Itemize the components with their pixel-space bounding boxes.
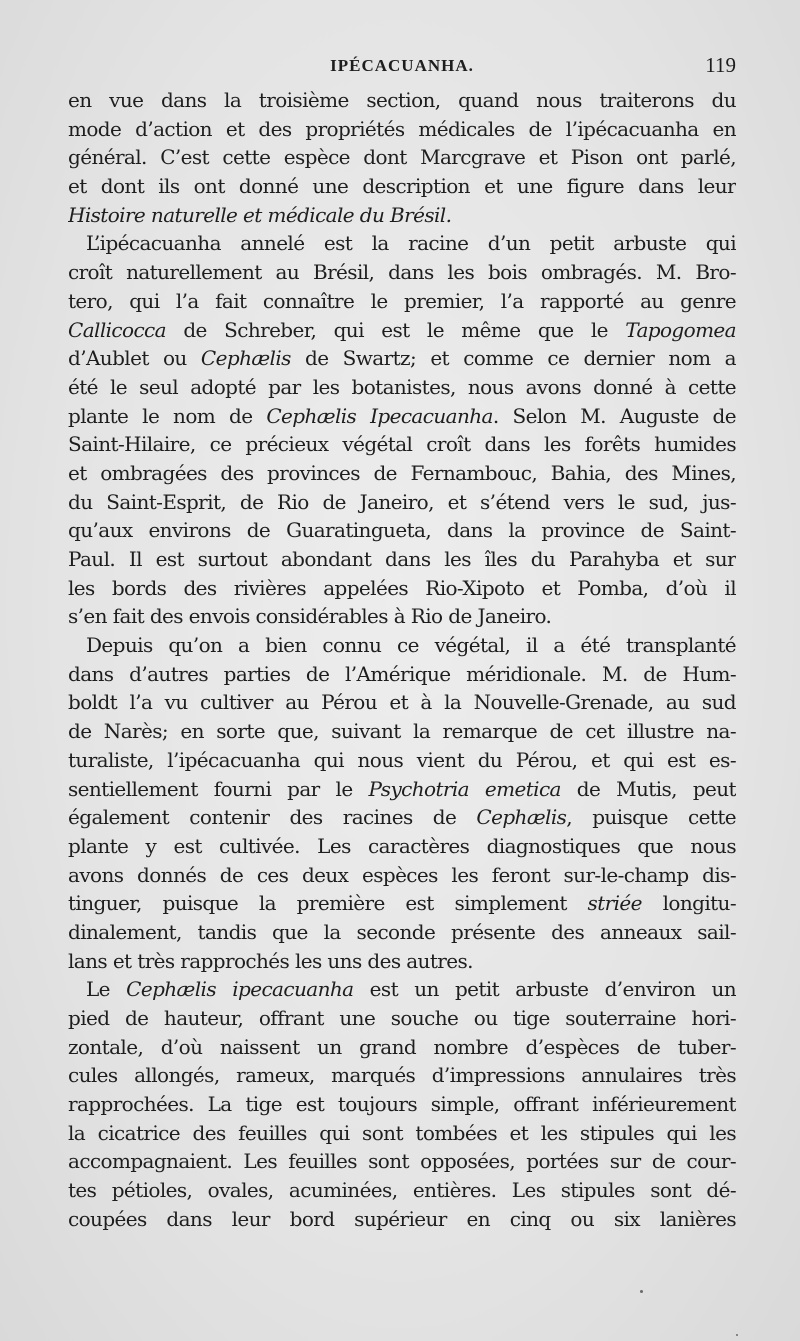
- text-line: dans d’autres parties de l’Amérique méridionale. M. de Hum-: [68, 661, 736, 686]
- italic-term: Psychotria emetica: [368, 776, 561, 801]
- text-line: pied de hauteur, offrant une souche ou tige souterraine hori-: [68, 1006, 736, 1030]
- italic-term: striée: [587, 891, 642, 916]
- text-line: turaliste, l’ipécacuanha qui nous vient du Pérou, et qui est es-: [68, 747, 736, 772]
- italic-term: Cephælis Ipecacuanha: [266, 403, 493, 428]
- text-line: général. C’est cette espèce dont Marcgrave et Pison ont parlé,: [68, 145, 736, 170]
- text-line: dinalement, tandis que la seconde présente des anneaux sail-: [68, 919, 736, 944]
- text-line: s’en fait des envois considérables à Rio de Janeiro.: [68, 604, 552, 629]
- text-line: Callicocca de Schreber, qui est le même que le Tapogomea: [68, 317, 736, 342]
- paper-speck: [736, 1334, 738, 1336]
- text-line: croît naturellement au Brésil, dans les bois ombragés. M. Bro-: [68, 260, 736, 285]
- text-line: tero, qui l’a fait connaître le premier, l’a rapporté au genre: [68, 288, 736, 313]
- text-line: été le seul adopté par les botanistes, nous avons donné à cette: [68, 374, 736, 399]
- text-line: coupées dans leur bord supérieur en cinq ou six lanières: [68, 1206, 736, 1231]
- text-line: cules allongés, rameux, marqués d’impressions annulaires très: [68, 1063, 736, 1088]
- text-line: avons donnés de ces deux espèces les feront sur-le-champ dis-: [68, 862, 736, 887]
- text-line-italic-title: Histoire naturelle et médicale du Brésil.: [68, 202, 452, 227]
- text-line: également contenir des racines de Cephælis, puisque cette: [68, 805, 736, 830]
- paper-speck: [640, 1290, 643, 1293]
- text-line: sentiellement fourni par le Psychotria emetica de Mutis, peut: [68, 776, 736, 801]
- text-line: Paul. Il est surtout abondant dans les îles du Parahyba et sur: [68, 547, 736, 571]
- text-line: Saint-Hilaire, ce précieux végétal croît dans les forêts humides: [68, 432, 736, 457]
- text-line: mode d’action et des propriétés médicales de l’ipécacuanha en: [68, 116, 736, 141]
- text-line: en vue dans la troisième section, quand nous traiterons du: [68, 88, 736, 112]
- page-number: 119: [705, 53, 736, 77]
- paragraph-start-line: L’ipécacuanha annelé est la racine d’un petit arbuste qui: [86, 231, 736, 256]
- text-line: boldt l’a vu cultiver au Pérou et à la Nouvelle-Grenade, au sud: [68, 690, 736, 715]
- running-head-title: IPÉCACUANHA.: [330, 56, 474, 75]
- text-line: plante y est cultivée. Les caractères diagnostiques que nous: [68, 833, 736, 858]
- text-line: la cicatrice des feuilles qui sont tombées et les stipules qui les: [68, 1120, 736, 1145]
- italic-term: Callicocca: [68, 317, 166, 342]
- body-text: [68, 86, 736, 1234]
- running-head: [68, 53, 736, 82]
- text-line: rapprochées. La tige est toujours simple, offrant inférieurement: [68, 1092, 736, 1117]
- text-line: et dont ils ont donné une description et une figure dans leur: [68, 174, 736, 199]
- paragraph-start-line: Le Cephælis ipecacuanha est un petit arbuste d’environ un: [86, 977, 736, 1002]
- text-line: et ombragées des provinces de Fernambouc, Bahia, des Mines,: [68, 460, 736, 485]
- italic-term: Cephælis: [200, 346, 291, 371]
- text-line: plante le nom de Cephælis Ipecacuanha. Selon M. Auguste de: [68, 403, 736, 428]
- text-line: zontale, d’où naissent un grand nombre d’espèces de tuber-: [68, 1034, 736, 1059]
- text-line: de Narès; en sorte que, suivant la remarque de cet illustre na-: [68, 719, 736, 744]
- italic-term: Cephælis ipecacuanha: [126, 977, 354, 1002]
- text-line: du Saint-Esprit, de Rio de Janeiro, et s’étend vers le sud, jus-: [68, 489, 736, 514]
- text-line: les bords des rivières appelées Rio-Xipoto et Pomba, d’où il: [68, 575, 736, 600]
- text-line: accompagnaient. Les feuilles sont opposées, portées sur de cour-: [68, 1149, 736, 1174]
- italic-term: Tapogomea: [625, 317, 736, 342]
- text-line: tes pétioles, ovales, acuminées, entières. Les stipules sont dé-: [68, 1178, 736, 1203]
- text-line: d’Aublet ou Cephælis de Swartz; et comme ce dernier nom a: [68, 346, 736, 371]
- italic-term: Cephælis: [476, 805, 567, 830]
- paragraph-start-line: Depuis qu’on a bien connu ce végétal, il a été transplanté: [86, 633, 736, 658]
- text-line: tinguer, puisque la première est simplement striée longitu-: [68, 891, 736, 916]
- text-line: qu’aux environs de Guaratingueta, dans la province de Saint-: [68, 518, 736, 543]
- text-line: lans et très rapprochés les uns des autres.: [68, 948, 473, 973]
